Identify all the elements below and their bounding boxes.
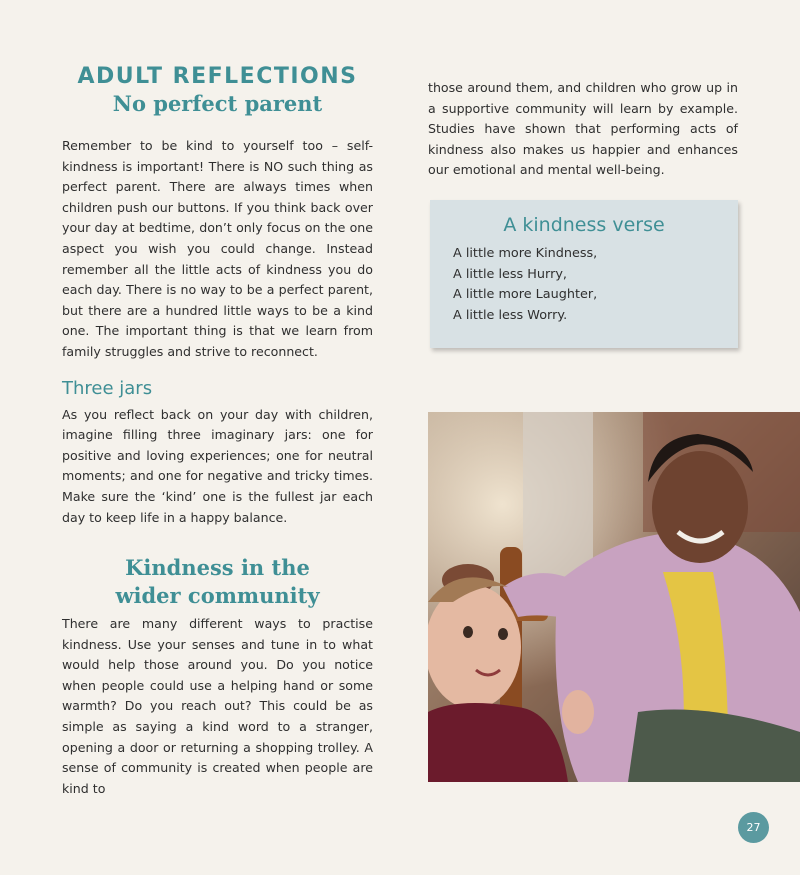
right-column xyxy=(428,78,738,181)
wider-community-heading xyxy=(62,554,373,610)
kindness-verse-box xyxy=(430,200,738,348)
photo-woman-and-child xyxy=(428,412,800,782)
no-perfect-parent-paragraph: Remember to be kind to yourself too – self-kindness is important! There is NO such thing as perfect parent. There are always times when children push our buttons. If you think back over your day at bedtime, don’t only focus on the one aspect you wish you could change. Instead remember all the little acts of kindness you do each day. There is no way to be a perfect parent, but there are a hundred little ways to be a kind one. The important thing is that we learn from family struggles and strive to reconnect. xyxy=(62,138,373,359)
wider-community-heading-line1: Kindness in the xyxy=(125,555,310,581)
verse-line: A little less Hurry, xyxy=(453,266,567,282)
verse-line: A little more Kindness, xyxy=(453,246,598,261)
wider-community-paragraph-right: those around them, and children who grow up in a supportive community will learn by example. Studies have shown that performing acts of kindness also makes us happier and enhances our emotional and mental well-being. xyxy=(428,80,738,178)
wider-community-paragraph-left: There are many different ways to practise kindness. Use your senses and tune in to what would help those around you. Do you notice when people could use a helping hand or some warmth? Do you reach out? This could be as simple as saying a kind word to a stranger, opening a door or returning a shopping trolley. A sense of community is created when people are kind to xyxy=(62,616,373,796)
kindness-verse-title: A kindness verse xyxy=(503,214,665,236)
verse-line: A little less Worry. xyxy=(453,307,568,323)
left-column xyxy=(62,64,373,799)
verse-line: A little more Laughter, xyxy=(453,287,598,303)
wider-community-heading-line2: wider community xyxy=(115,583,320,609)
three-jars-heading: Three jars xyxy=(62,377,153,399)
adult-reflections-heading: ADULT REFLECTIONS xyxy=(77,64,358,89)
page-number-badge: 27 xyxy=(738,812,769,843)
no-perfect-parent-heading: No perfect parent xyxy=(112,91,323,116)
three-jars-paragraph: As you reflect back on your day with children, imagine filling three imaginary jars: one for positive and loving experiences; one for neutral moments; and one for negative and tricky times. Make sure the ‘kind’ one is the fullest jar each day to keep life in a happy balance. xyxy=(62,406,373,525)
